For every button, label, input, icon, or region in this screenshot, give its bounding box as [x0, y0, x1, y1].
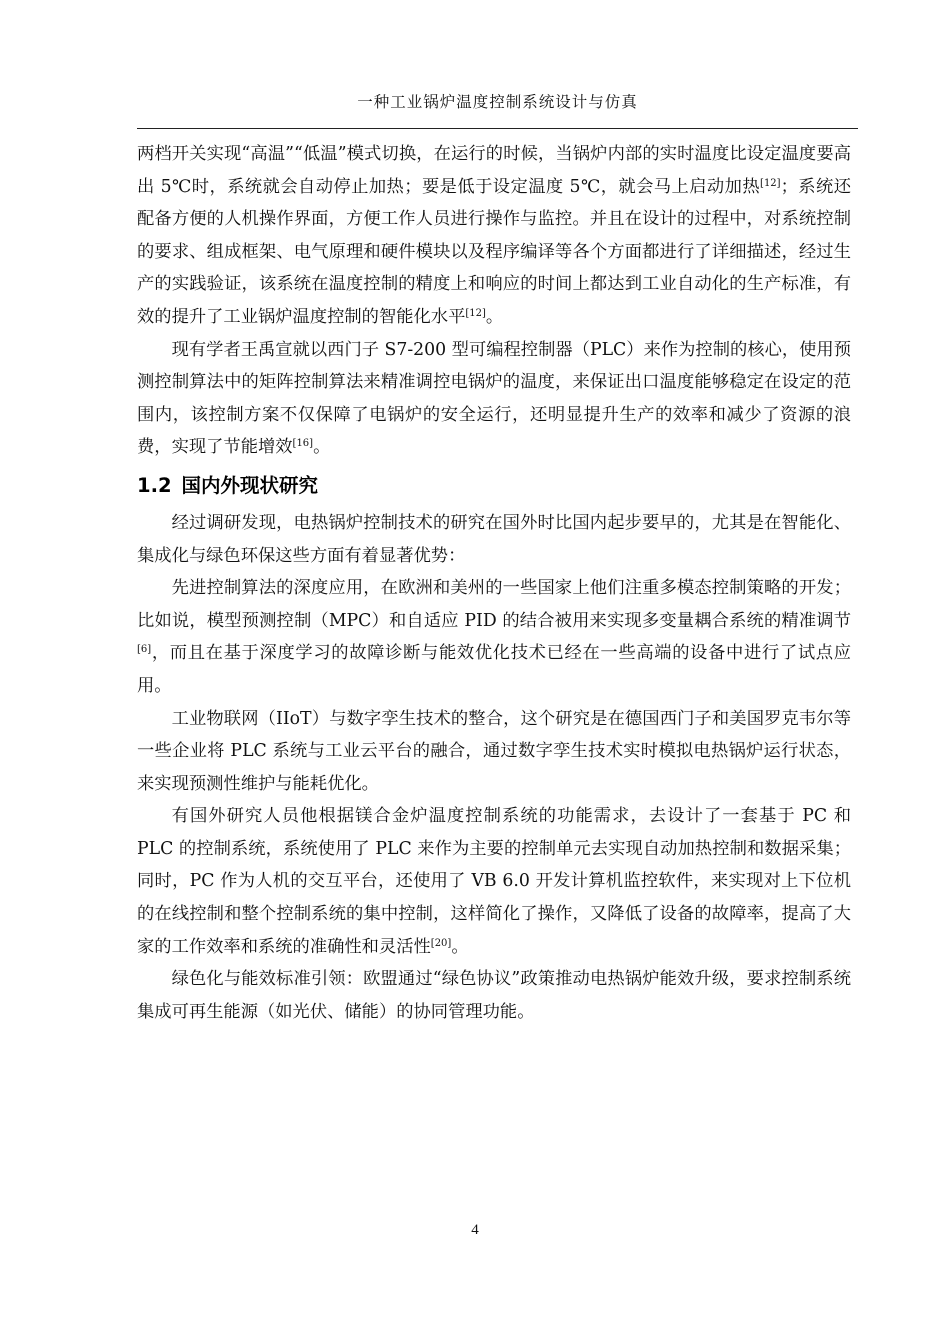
- body-text: [137, 138, 851, 1028]
- paragraph: 两档开关实现“高温”“低温”模式切换，在运行的时候，当锅炉内部的实时温度比设定温度要高出 5℃时，系统就会自动停止加热；要是低于设定温度 5℃，就会马上启动加热[12]；系统还配备方便的人机操作界面，方便工作人员进行操作与监控。并且在设计的过程中，对系统控制的要求、组成框架、电气原理和硬件模块以及程序编译等各个方面都进行了详细描述，经过生产的实践验证，该系统在温度控制的精度上和响应的时间上都达到工业自动化的生产标准，有效的提升了工业锅炉温度控制的智能化水平[12]。: [137, 144, 851, 327]
- section-number: 1.2: [137, 473, 172, 497]
- citation: [16]: [292, 438, 314, 450]
- citation: [12]: [760, 177, 781, 189]
- citation: [20]: [430, 937, 452, 949]
- paragraph: 经过调研发现，电热锅炉控制技术的研究在国外时比国内起步要早的，尤其是在智能化、集成化与绿色环保这些方面有着显著优势：: [137, 512, 851, 566]
- section-title: 国内外现状研究: [181, 473, 319, 497]
- section-heading: [137, 468, 851, 504]
- citation: [12]: [465, 307, 486, 319]
- citation: [6]: [137, 644, 152, 656]
- paragraph: 有国外研究人员他根据镁合金炉温度控制系统的功能需求，去设计了一套基于 PC 和 PLC 的控制系统，系统使用了 PLC 来作为主要的控制单元去实现自动加热控制和数据采集；同时，PC 作为人机的交互平台，还使用了 VB 6.0 开发计算机监控软件，来实现对上下位机的在线控制和整个控制系统的集中控制，这样简化了操作，又降低了设备的故障率，提高了大家的工作效率和系统的准确性和灵活性[20]。: [137, 806, 851, 957]
- header-divider: [137, 128, 858, 129]
- running-header: 一种工业锅炉温度控制系统设计与仿真: [357, 93, 638, 111]
- paragraph: 绿色化与能效标准引领：欧盟通过“绿色协议”政策推动电热锅炉能效升级，要求控制系统集成可再生能源（如光伏、储能）的协同管理功能。: [137, 969, 851, 1022]
- paragraph: 工业物联网（IIoT）与数字孪生技术的整合，这个研究是在德国西门子和美国罗克韦尔等一些企业将 PLC 系统与工业云平台的融合，通过数字孪生技术实时模拟电热锅炉运行状态，来实现预测性维护与能耗优化。: [137, 708, 851, 794]
- page-number: 4: [471, 1222, 479, 1238]
- paragraph: 先进控制算法的深度应用，在欧洲和美州的一些国家上他们注重多模态控制策略的开发；比如说，模型预测控制（MPC）和自适应 PID 的结合被用来实现多变量耦合系统的精准调节[6]，而且在基于深度学习的故障诊断与能效优化技术已经在一些高端的设备中进行了试点应用。: [137, 578, 851, 696]
- paragraph: 现有学者王禹宣就以西门子 S7-200 型可编程控制器（PLC）来作为控制的核心，使用预测控制算法中的矩阵控制算法来精准调控电锅炉的温度，来保证出口温度能够稳定在设定的范围内，该控制方案不仅保障了电锅炉的安全运行，还明显提升生产的效率和减少了资源的浪费，实现了节能增效[16]。: [137, 339, 851, 458]
